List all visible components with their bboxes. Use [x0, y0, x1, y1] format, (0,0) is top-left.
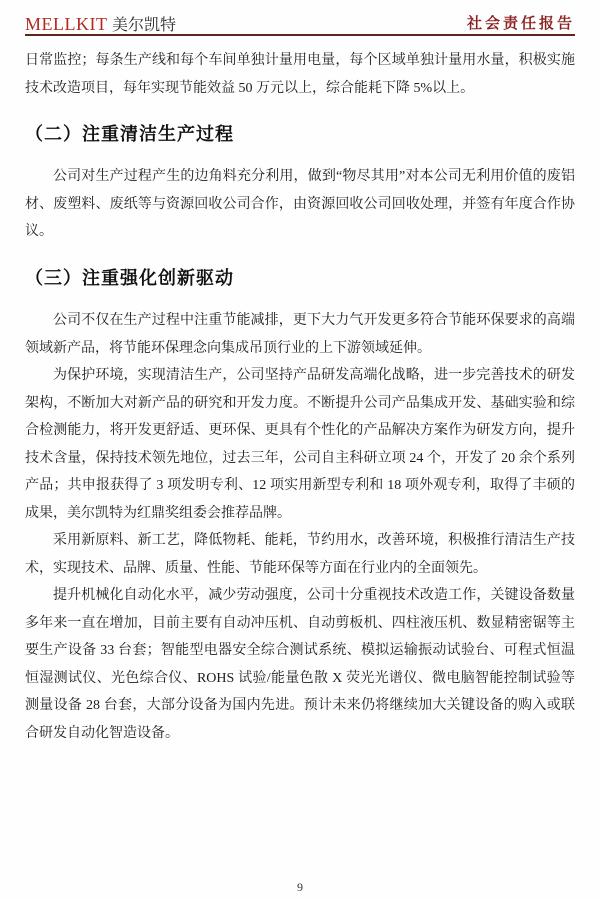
paragraph-continuation: 日常监控；每条生产线和每个车间单独计量用电量，每个区域单独计量用水量，积极实施技术改造项目，每年实现节能效益 50 万元以上，综合能耗下降 5%以上。 — [25, 53, 575, 96]
page-body — [0, 36, 600, 747]
paragraph-section3-4: 提升机械化自动化水平，减少劳动强度，公司十分重视技术改造工作，关键设备数量多年来一直在增加，目前主要有自动冲压机、自动剪板机、四柱液压机、数显精密锯等主要生产设备 33 台套；智能型电器安全综合测试系统、模拟运输振动试验台、可程式恒温恒湿测试仪、光色综合仪、ROHS 试验/能量色散 X 荧光光谱仪、微电脑智能控制试验等测量设备 28 台套，大部分设备为国内先进。预计未来仍将继续加大关键设备的购入或联合研发自动化智造设备。 — [25, 588, 575, 741]
page-number: 9 — [297, 880, 303, 894]
section-heading-3: （三）注重强化创新驱动 — [25, 267, 234, 288]
paragraph-section2: 公司对生产过程产生的边角料充分利用，做到“物尽其用”对本公司无利用价值的废铝材、废塑料、废纸等与资源回收公司合作，由资源回收公司回收处理，并签有年度合作协议。 — [25, 169, 575, 240]
brand-chinese-text: 美尔凯特 — [111, 17, 176, 34]
paragraph-section3-2: 为保护环境，实现清洁生产，公司坚持产品研发高端化战略，进一步完善技术的研发架构，不断加大对新产品的研究和开发力度。不断提升公司产品集成开发、基础实验和综合检测能力，将开发更舒适、更环保、更具有个性化的产品解决方案作为研发方向，提升技术含量，保持技术领先地位，过去三年，公司自主科研立项 24 个，开发了 20 余个系列产品；共申报获得了 3 项发明专利、12 项实用新型专利和 18 项外观专利，取得了丰硕的成果，美尔凯特为红鼎奖组委会推荐品牌。 — [25, 368, 575, 521]
page-header — [25, 0, 575, 36]
page-footer — [0, 880, 600, 895]
section-heading-2: （二）注重清洁生产过程 — [25, 124, 234, 144]
brand-logo — [25, 15, 176, 34]
document-title: 社会责任报告 — [466, 16, 575, 32]
paragraph-section3-1: 公司不仅在生产过程中注重节能减排，更下大力气开发更多符合节能环保要求的高端领域新产品，将节能环保理念向集成吊顶行业的上下游领域延伸。 — [25, 313, 575, 356]
paragraph-section3-3: 采用新原料、新工艺，降低物耗、能耗，节约用水，改善环境，积极推行清洁生产技术，实现技术、品牌、质量、性能、节能环保等方面在行业内的全面领先。 — [25, 533, 575, 576]
brand-latin-text: MELLKIT — [25, 14, 108, 34]
